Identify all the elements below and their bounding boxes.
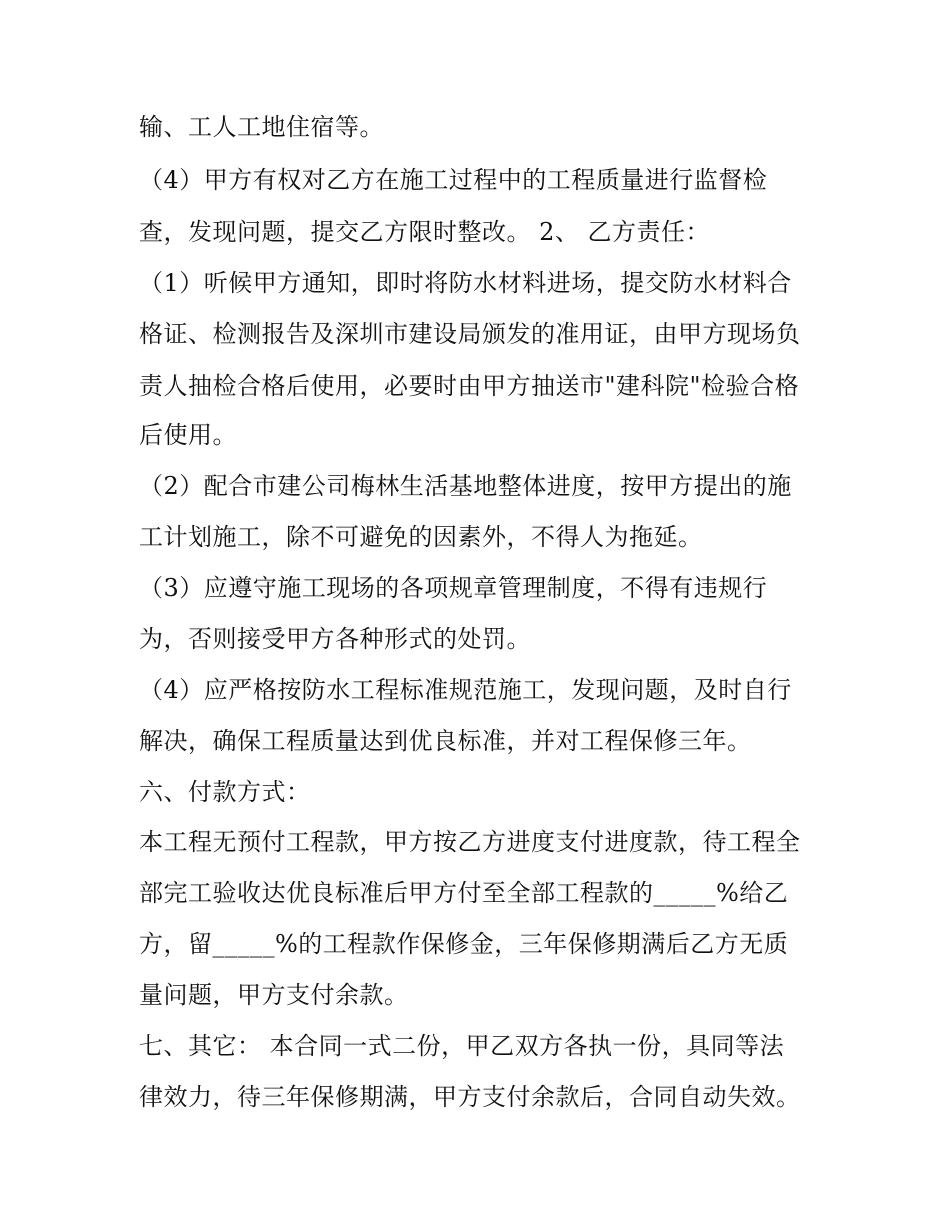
- text-line: 责人抽检合格后使用，必要时由甲方抽送市"建科院"检验合格: [139, 372, 800, 400]
- text-line: （2）配合市建公司梅林生活基地整体进度，按甲方提出的施: [139, 472, 792, 500]
- text-line: 后使用。: [139, 421, 237, 449]
- text-line: 部完工验收达优良标准后甲方付至全部工程款的_____%给乙: [139, 879, 789, 907]
- text-line: 律效力，待三年保修期满，甲方支付余款后，合同自动失效。: [139, 1083, 801, 1111]
- text-line: （4）甲方有权对乙方在施工过程中的工程质量进行监督检: [139, 166, 768, 194]
- text-line: （4）应严格按防水工程标准规范施工，发现问题，及时自行: [139, 676, 792, 704]
- text-line: 输、工人工地住宿等。: [139, 113, 384, 141]
- text-line: 查，发现问题，提交乙方限时整改。 2、 乙方责任：: [139, 218, 711, 246]
- text-line: 为，否则接受甲方各种形式的处罚。: [139, 625, 531, 653]
- text-line: 解决，确保工程质量达到优良标准，并对工程保修三年。: [139, 727, 752, 755]
- text-line: 工计划施工，除不可避免的因素外，不得人为拖延。: [139, 523, 703, 551]
- text-line: （1）听候甲方通知，即时将防水材料进场，提交防水材料合: [139, 269, 792, 297]
- text-line: 量问题，甲方支付余款。: [139, 981, 409, 1009]
- text-line: 格证、检测报告及深圳市建设局颁发的准用证，由甲方现场负: [139, 320, 801, 348]
- text-line: 本工程无预付工程款，甲方按乙方进度支付进度款，待工程全: [139, 828, 801, 856]
- section-heading: 六、付款方式：: [139, 778, 311, 806]
- text-line: 七、其它： 本合同一式二份，甲乙双方各执一份，具同等法: [139, 1032, 785, 1060]
- text-line: （3）应遵守施工现场的各项规章管理制度，不得有违规行: [139, 574, 768, 602]
- text-line: 方，留_____%的工程款作保修金，三年保修期满后乙方无质: [139, 930, 789, 958]
